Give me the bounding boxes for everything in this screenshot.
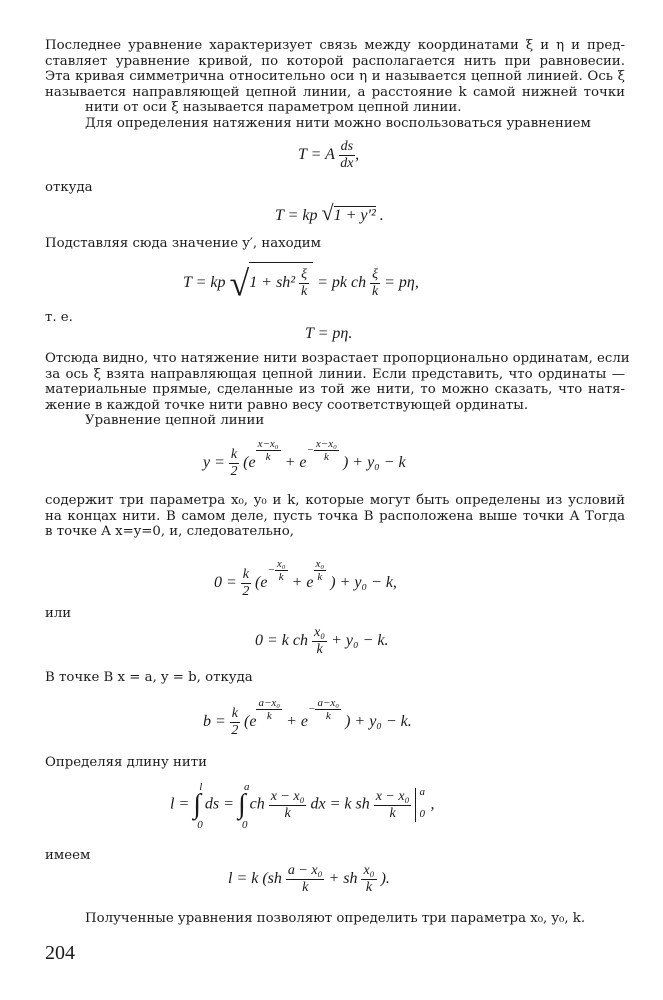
exponent [314, 558, 327, 583]
text-line: В точке B x = a, y = b, откуда [45, 670, 253, 685]
numerator: a − x₀ [287, 863, 323, 878]
equation-catenary [203, 438, 406, 480]
eq-part: ) + y₀ − k [342, 454, 406, 472]
lower-limit: 0 [419, 808, 425, 820]
denominator: k [266, 710, 272, 722]
denominator: k [284, 805, 291, 821]
numerator: x₀ [315, 558, 325, 570]
text-line: Эта кривая симметрична относительно оси η и называется цепной линией. Ось ξ [45, 69, 625, 85]
numerator: a−x₀ [317, 697, 340, 709]
eq-part: (e [244, 713, 257, 731]
eq-part: ds = [204, 795, 234, 813]
sqrt-icon: √ [229, 263, 250, 304]
eq-part: , [430, 795, 435, 813]
text-line: содержит три параметра x₀, y₀ и k, которые могут быть определены из условий [45, 493, 625, 508]
equation-point-a [214, 558, 397, 600]
eq-part: = pη, [384, 274, 419, 292]
numerator: k [231, 705, 239, 721]
text-line: Последнее уравнение характеризует связь между координатами ξ и η и пред- [45, 38, 625, 53]
evaluation-bar [415, 788, 430, 822]
eq-part: + sh [328, 870, 358, 888]
text-line: ставляет уравнение кривой, по которой располагается нить при равновесии. [45, 53, 625, 69]
fraction [256, 697, 282, 722]
exponent [267, 558, 287, 583]
paragraph-parameters [45, 493, 625, 540]
fraction [241, 567, 251, 600]
text-line: за ось ξ взята направляющая цепной линии. Если представить, что ординаты — [45, 366, 625, 382]
numerator: k [230, 446, 238, 462]
text-line: жение в каждой точке нити равно весу соответствующей ординаты. [45, 397, 529, 413]
eq-part: . [379, 207, 384, 224]
eq-part: + e [286, 713, 308, 731]
fraction [230, 706, 240, 739]
paragraph-final [45, 911, 625, 927]
eq-part: + e [291, 574, 314, 592]
denominator: k [301, 284, 308, 299]
equation-tension-proportional: T = pη. [305, 325, 353, 342]
text-line: Подставляя сюда значение y′, находим [45, 236, 322, 251]
eq-part: ) + y₀ − k, [330, 574, 397, 592]
fraction [315, 697, 341, 722]
sqrt-icon: √ [321, 200, 334, 225]
word-ili: или [45, 606, 72, 621]
denominator: k [317, 571, 323, 583]
fraction [374, 789, 412, 822]
word-otkuda: откуда [45, 180, 93, 195]
denominator: 2 [230, 463, 238, 479]
fraction [229, 447, 239, 480]
denominator: k [389, 805, 396, 821]
eq-part: = pk ch [317, 274, 367, 292]
eq-part: 0 = [214, 574, 237, 592]
fraction [275, 558, 288, 583]
radicand [249, 262, 313, 300]
lower-limit: 0 [197, 819, 203, 831]
minus-sign: − [308, 703, 316, 716]
numerator: x₀ [276, 558, 286, 570]
fraction [312, 625, 327, 658]
eq-part: dx = k sh [310, 795, 370, 813]
numerator: a−x₀ [258, 697, 281, 709]
eq-part: l = k [228, 870, 259, 888]
fraction [361, 863, 376, 896]
fraction [370, 267, 380, 300]
denominator: k [302, 880, 309, 895]
equation-tension-hyperbolic [183, 262, 419, 305]
denominator: dx [340, 156, 354, 171]
text-line: Полученные уравнения позволяют определить три параметра x₀, y₀, k. [85, 911, 586, 926]
denominator: k [265, 451, 271, 463]
equation-length-integral [170, 781, 435, 831]
eq-part: ). [380, 870, 390, 888]
equation-point-b [203, 697, 412, 739]
numerator: x₀ [314, 625, 326, 640]
text-line: Определяя длину нити [45, 755, 208, 770]
equation-length-result [228, 863, 390, 896]
paragraph-tension-conclusion [45, 351, 630, 413]
numerator: k [242, 566, 250, 582]
text-line: материальные прямые, сделанные из той же нити, то можно сказать, что натя- [45, 382, 625, 398]
fraction [256, 438, 281, 463]
numerator: ξ [301, 267, 308, 282]
denominator: 2 [242, 583, 250, 599]
integral-icon: ∫ a 0 [237, 781, 250, 831]
paragraph-substitute [45, 236, 625, 252]
minus-sign: − [306, 444, 314, 457]
text-line: Отсюда видно, что натяжение нити возрастает пропорционально ординатам, если [45, 351, 630, 366]
upper-limit: a [419, 786, 425, 798]
eq-part: T = kp [275, 207, 318, 224]
fraction [286, 863, 325, 896]
text-line: Уравнение цепной линии [85, 413, 265, 428]
equation-tension-derivative [298, 139, 359, 172]
paragraph-length-intro [45, 755, 625, 771]
eq-part: b = [203, 713, 226, 731]
fraction [299, 267, 309, 300]
paragraph-tension-intro [45, 116, 625, 132]
eq-part: + e [284, 454, 307, 472]
word-te: т. е. [45, 310, 73, 325]
fraction [314, 438, 339, 463]
eq-part: y = [203, 454, 225, 472]
denominator: k [278, 571, 284, 583]
eq-part: (sh [262, 870, 282, 888]
exponent [256, 438, 281, 463]
fraction [339, 139, 355, 172]
denominator: k [325, 710, 331, 722]
lower-limit: 0 [241, 819, 248, 831]
denominator: k [372, 284, 379, 299]
text-line: Для определения натяжения нити можно воспользоваться уравнением [85, 116, 591, 131]
numerator: x−x₀ [257, 438, 279, 450]
eq-part: , [355, 146, 360, 164]
paragraph-point-b [45, 670, 625, 686]
fraction [269, 789, 307, 822]
eq-part: (e [243, 454, 256, 472]
exponent [256, 697, 282, 722]
paragraph-catenary-equation-intro [45, 413, 625, 429]
text-line: на концах нити. В самом деле, пусть точка B расположена выше точки A Тогда [45, 508, 625, 524]
numerator: x − x₀ [270, 788, 305, 804]
eq-part: 0 = k ch [255, 632, 308, 650]
numerator: x₀ [363, 863, 375, 878]
page-number: 204 [45, 942, 75, 964]
numerator: x−x₀ [315, 438, 337, 450]
exponent [308, 697, 341, 722]
numerator: ds [340, 139, 354, 154]
text-line: называется направляющей цепной линии, а расстояние k самой нижней точки [45, 84, 625, 100]
radicand: 1 + y′² [333, 207, 376, 224]
eq-part: 1 + sh² [249, 274, 296, 292]
numerator: ξ [372, 267, 379, 282]
eq-part: ) + y₀ − k. [345, 713, 412, 731]
upper-limit: l [199, 781, 203, 793]
eq-part: T = A [298, 146, 335, 164]
minus-sign: − [267, 564, 275, 577]
denominator: 2 [231, 722, 239, 738]
text-line: нити от оси ξ называется параметром цепной линии. [85, 100, 462, 116]
word-imeem: имеем [45, 848, 91, 863]
equation-tension-sqrt [275, 200, 384, 226]
paragraph-catenary-definition [45, 38, 625, 116]
eq-part: ch [249, 795, 265, 813]
upper-limit: a [243, 781, 250, 793]
fraction [314, 558, 327, 583]
denominator: k [316, 642, 323, 657]
text-line: в точке A x=y=0, и, следовательно, [45, 524, 294, 540]
numerator: x − x₀ [375, 788, 410, 804]
eq-part: T = kp [183, 274, 226, 292]
denominator: k [323, 451, 329, 463]
denominator: k [365, 880, 373, 895]
eq-part: (e [255, 574, 268, 592]
integral-icon: ∫ l 0 [193, 781, 203, 831]
equation-point-a-hyperbolic [255, 625, 388, 658]
eq-part: l = [170, 795, 190, 813]
exponent [306, 438, 338, 463]
eq-part: + y₀ − k. [331, 632, 389, 650]
